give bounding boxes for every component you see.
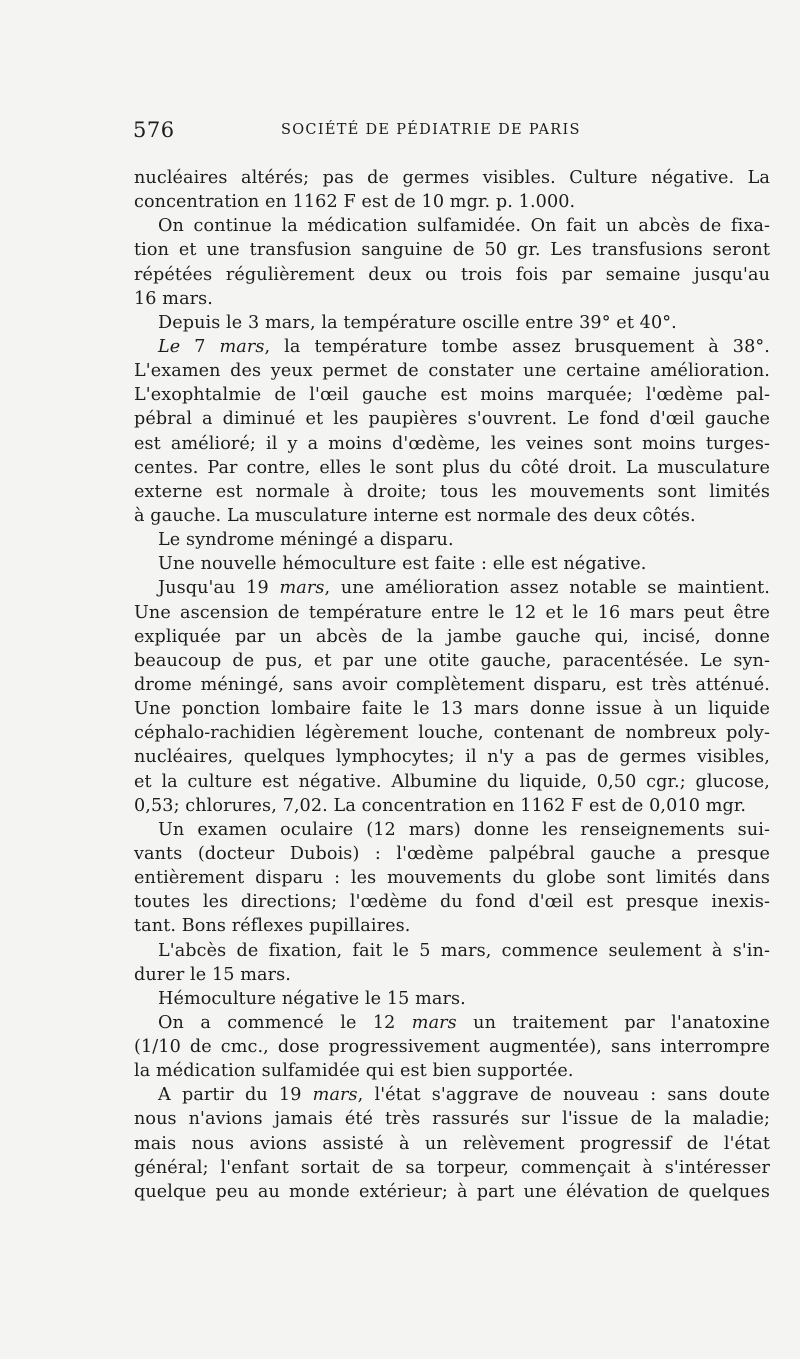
text-segment: On a commencé le 12 (158, 1012, 412, 1033)
text-segment: céphalo-rachidien légèrement louche, contenant de nombreux poly- (134, 723, 770, 744)
text-line (134, 1035, 770, 1059)
text-segment: toutes les directions; l'œdème du fond d'œil est presque inexis- (134, 892, 770, 913)
text-line (134, 625, 770, 649)
text-segment: un traitement par l'anatoxine (456, 1012, 770, 1033)
text-segment: On continue la médication sulfamidée. On fait un abcès de fixa- (158, 216, 770, 237)
text-segment: et la culture est négative. Albumine du liquide, 0,50 cgr.; glucose, (134, 771, 770, 792)
text-line (134, 311, 770, 335)
text-line (134, 1107, 770, 1131)
italic-text: mars (411, 1012, 457, 1033)
text-segment: Jusqu'au 19 (158, 578, 280, 599)
text-line (134, 480, 770, 504)
text-line (134, 263, 770, 287)
text-line (134, 866, 770, 890)
text-line (134, 166, 770, 190)
text-segment: Une ponction lombaire faite le 13 mars donne issue à un liquide (134, 699, 770, 720)
text-segment: Un examen oculaire (12 mars) donne les renseignements sui- (158, 819, 770, 840)
text-line (134, 697, 770, 721)
text-segment: quelque peu au monde extérieur; à part une élévation de quelques (134, 1181, 770, 1202)
text-line (134, 287, 770, 311)
text-line (134, 794, 770, 818)
text-segment: centes. Par contre, elles le sont plus du côté droit. La musculature (134, 457, 770, 478)
text-line (134, 987, 770, 1011)
text-segment: la médication sulfamidée qui est bien supportée. (134, 1061, 574, 1082)
text-segment: beaucoup de pus, et par une otite gauche, paracentésée. Le syn- (134, 650, 770, 671)
text-line (134, 1059, 770, 1083)
text-segment: 16 mars. (134, 288, 213, 309)
text-line (134, 1083, 770, 1107)
text-line (134, 890, 770, 914)
text-line (134, 504, 770, 528)
text-segment: L'exophtalmie de l'œil gauche est moins marquée; l'œdème pal- (134, 385, 770, 406)
text-line (134, 721, 770, 745)
text-segment: L'abcès de fixation, fait le 5 mars, commence seulement à s'in- (158, 940, 770, 961)
page-number: 576 (133, 118, 175, 142)
italic-text: mars (312, 1085, 358, 1106)
text-segment: expliquée par un abcès de la jambe gauche qui, incisé, donne (134, 626, 770, 647)
text-line (134, 939, 770, 963)
text-line (134, 601, 770, 625)
text-segment: 0,53; chlorures, 7,02. La concentration en 1162 F est de 0,010 mgr. (134, 795, 747, 816)
text-line (134, 238, 770, 262)
text-line (134, 576, 770, 600)
text-segment: entièrement disparu : les mouvements du globe sont limités dans (134, 868, 770, 889)
text-segment: Une ascension de température entre le 12 et le 16 mars peut être (134, 602, 770, 623)
text-line (134, 745, 770, 769)
text-line (134, 1132, 770, 1156)
text-segment: A partir du 19 (158, 1085, 313, 1106)
text-segment: vants (docteur Dubois) : l'œdème palpébral gauche a presque (134, 843, 770, 864)
page-header (133, 118, 768, 148)
text-line (134, 335, 770, 359)
text-line (134, 552, 770, 576)
text-segment: (1/10 de cmc., dose progressivement augmentée), sans interrompre (134, 1037, 770, 1058)
text-segment: tion et une transfusion sanguine de 50 gr. Les transfusions seront (134, 240, 770, 261)
running-title: SOCIÉTÉ DE PÉDIATRIE DE PARIS (281, 122, 581, 138)
text-segment: drome méningé, sans avoir complètement disparu, est très atténué. (134, 674, 770, 695)
text-segment: tant. Bons réflexes pupillaires. (134, 916, 411, 937)
text-line (134, 407, 770, 431)
text-segment: nous n'avions jamais été très rassurés sur l'issue de la maladie; (134, 1109, 770, 1130)
text-segment: Hémoculture négative le 15 mars. (158, 988, 466, 1009)
text-line (134, 1180, 770, 1204)
text-line (134, 649, 770, 673)
italic-text: mars (219, 336, 265, 357)
italic-text: Le (158, 336, 181, 357)
text-segment: , une amélioration assez notable se maintient. (324, 578, 771, 599)
text-segment: , l'état s'aggrave de nouveau : sans doute (357, 1085, 771, 1106)
text-line (134, 214, 770, 238)
text-line (134, 190, 770, 214)
text-line (134, 963, 770, 987)
text-line (134, 383, 770, 407)
text-line (134, 842, 770, 866)
text-segment: Le syndrome méningé a disparu. (158, 530, 454, 551)
text-line (134, 770, 770, 794)
text-segment: Depuis le 3 mars, la température oscille entre 39° et 40°. (158, 312, 677, 333)
text-segment: 7 (180, 336, 220, 357)
text-segment: à gauche. La musculature interne est normale des deux côtés. (134, 505, 696, 526)
text-line (134, 456, 770, 480)
text-line (134, 673, 770, 697)
text-segment: est amélioré; il y a moins d'œdème, les veines sont moins turges- (134, 433, 770, 454)
text-segment: répétées régulièrement deux ou trois fois par semaine jusqu'au (134, 264, 770, 285)
text-line (134, 432, 770, 456)
text-segment: concentration en 1162 F est de 10 mgr. p. 1.000. (134, 192, 576, 213)
text-segment: nucléaires altérés; pas de germes visibles. Culture négative. La (134, 168, 770, 188)
text-segment: durer le 15 mars. (134, 964, 291, 985)
text-line (134, 818, 770, 842)
text-segment: général; l'enfant sortait de sa torpeur, commençait à s'intéresser (134, 1157, 770, 1178)
text-segment: nucléaires, quelques lymphocytes; il n'y a pas de germes visibles, (134, 747, 770, 768)
text-line (134, 1156, 770, 1180)
text-segment: externe est normale à droite; tous les mouvements sont limités (134, 481, 770, 502)
text-line (134, 914, 770, 938)
body-text (134, 166, 770, 1204)
text-segment: mais nous avions assisté à un relèvement progressif de l'état (134, 1133, 770, 1154)
text-segment: , la température tombe assez brusquement à 38°. (264, 336, 770, 357)
text-segment: Une nouvelle hémoculture est faite : elle est négative. (158, 554, 647, 575)
text-segment: pébral a diminué et les paupières s'ouvrent. Le fond d'œil gauche (134, 409, 770, 430)
italic-text: mars (279, 578, 325, 599)
text-segment: L'examen des yeux permet de constater une certaine amélioration. (134, 361, 770, 382)
text-line (134, 1011, 770, 1035)
text-line (134, 528, 770, 552)
text-line (134, 359, 770, 383)
